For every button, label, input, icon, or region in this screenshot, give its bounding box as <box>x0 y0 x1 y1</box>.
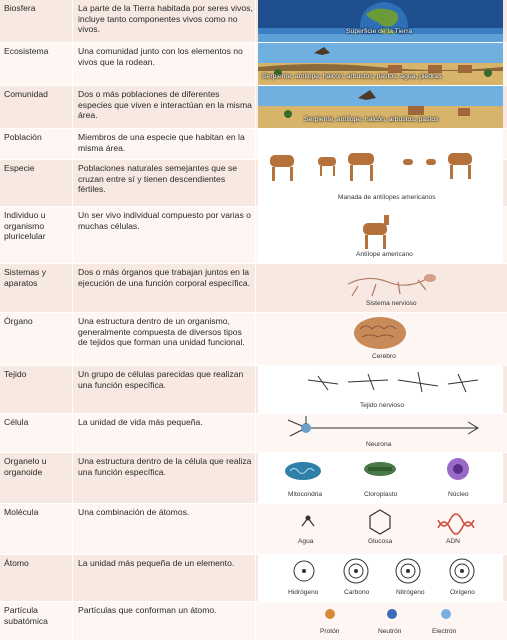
table-row-individuo <box>0 207 507 263</box>
carbon-caption: Carbono <box>344 589 370 596</box>
table-row-comunidad <box>0 86 507 128</box>
definition: Dos o más poblaciones de diferentes especies que viven e interactúan en la misma área. <box>78 89 252 120</box>
table-row-molecula <box>0 504 507 554</box>
term: Sistemas y aparatos <box>4 267 47 288</box>
hydrogen-caption: Hidrógeno <box>288 589 319 596</box>
earth-caption: Superficie de la Tierra <box>346 28 413 35</box>
neuron-caption: Neurona <box>366 441 392 448</box>
definition: Una estructura dentro de la célula que realiza una función específica. <box>78 456 252 477</box>
nerve-tissue-caption: Tejido nervioso <box>360 402 404 409</box>
table-row-atomo <box>0 555 507 601</box>
table-row-particula <box>0 602 507 640</box>
term: Organelo u organoide <box>4 456 47 477</box>
community-caption: Serpiente, antílope, halcón, arbustos, pastos <box>304 116 439 123</box>
term: Célula <box>4 417 29 427</box>
molecules-illustration <box>258 504 503 554</box>
ecosystem-caption: Serpiente, antílope, halcón, arbustos, pastos, agua, piedras <box>262 73 442 80</box>
definition: Miembros de una especie que habitan en la misma área. <box>78 132 245 153</box>
nerve-tissue-illustration <box>258 366 503 413</box>
brain-illustration <box>258 313 503 365</box>
definition: La unidad más pequeña de un elemento. <box>78 558 235 568</box>
definition: Una estructura dentro de un organismo, generalmente compuesta de diversos tipos de tejidos que forman una unidad funcional. <box>78 316 245 347</box>
term: Órgano <box>4 316 33 326</box>
glucose-caption: Glucosa <box>368 538 393 545</box>
organelles-illustration <box>258 453 503 503</box>
mitochondria-caption: Mitocondria <box>288 491 323 498</box>
atoms-illustration <box>258 555 503 601</box>
table-row-sistemas <box>0 264 507 312</box>
electron-caption: Electrón <box>432 628 457 635</box>
definition: Una combinación de átomos. <box>78 507 190 517</box>
nervous-system-caption: Sistema nervioso <box>366 300 417 307</box>
definition: Un ser vivo individual compuesto por varias o muchas células. <box>78 210 251 231</box>
water-caption: Agua <box>298 538 314 545</box>
herd-caption: Manada de antílopes americanos <box>338 194 436 201</box>
antelope-caption: Antílope americano <box>356 251 413 258</box>
table-row-biosfera <box>0 0 507 42</box>
antelope-illustration <box>258 207 503 263</box>
brain-caption: Cerebro <box>372 353 396 360</box>
term: Átomo <box>4 558 29 568</box>
antelope-herd-illustration <box>258 129 503 206</box>
table-row-organelo <box>0 453 507 503</box>
term: Ecosistema <box>4 46 49 56</box>
ecosystem-illustration <box>258 43 503 85</box>
term: Biosfera <box>4 3 36 13</box>
nitrogen-caption: Nitrógeno <box>396 589 425 596</box>
definition: Un grupo de células parecidas que realizan una función específica. <box>78 369 244 390</box>
definition: La unidad de vida más pequeña. <box>78 417 203 427</box>
dna-caption: ADN <box>446 538 460 545</box>
proton-caption: Protón <box>320 628 340 635</box>
nucleus-caption: Núcleo <box>448 491 469 498</box>
table-row-ecosistema <box>0 43 507 85</box>
nervous-system-illustration <box>258 264 503 312</box>
neuron-illustration <box>258 414 503 452</box>
chloroplast-caption: Cloroplasto <box>364 491 398 498</box>
term: Población <box>4 132 42 142</box>
earth-illustration <box>258 0 503 42</box>
term: Comunidad <box>4 89 48 99</box>
definition: Una comunidad junto con los elementos no vivos que la rodean. <box>78 46 243 67</box>
definition: Poblaciones naturales semejantes que se cruzan entre sí y tienen descendientes fértiles. <box>78 163 238 194</box>
community-illustration <box>258 86 503 128</box>
definition: La parte de la Tierra habitada por seres vivos, incluye tanto componentes vivos como no vivos. <box>78 3 253 34</box>
table-row-organo <box>0 313 507 365</box>
neutron-caption: Neutrón <box>378 628 402 635</box>
table-row-celula <box>0 414 507 452</box>
definition: Dos o más órganos que trabajan juntos en la ejecución de una función corporal específica. <box>78 267 250 288</box>
term: Molécula <box>4 507 39 517</box>
table-row-tejido <box>0 366 507 413</box>
term: Tejido <box>4 369 27 379</box>
definition: Partículas que conforman un átomo. <box>78 605 217 615</box>
term: Individuo u organismo pluricelular <box>4 210 46 241</box>
term: Partícula subatómica <box>4 605 48 626</box>
term: Especie <box>4 163 35 173</box>
oxygen-caption: Oxígeno <box>450 589 475 596</box>
subatomic-particles-illustration <box>258 602 503 640</box>
